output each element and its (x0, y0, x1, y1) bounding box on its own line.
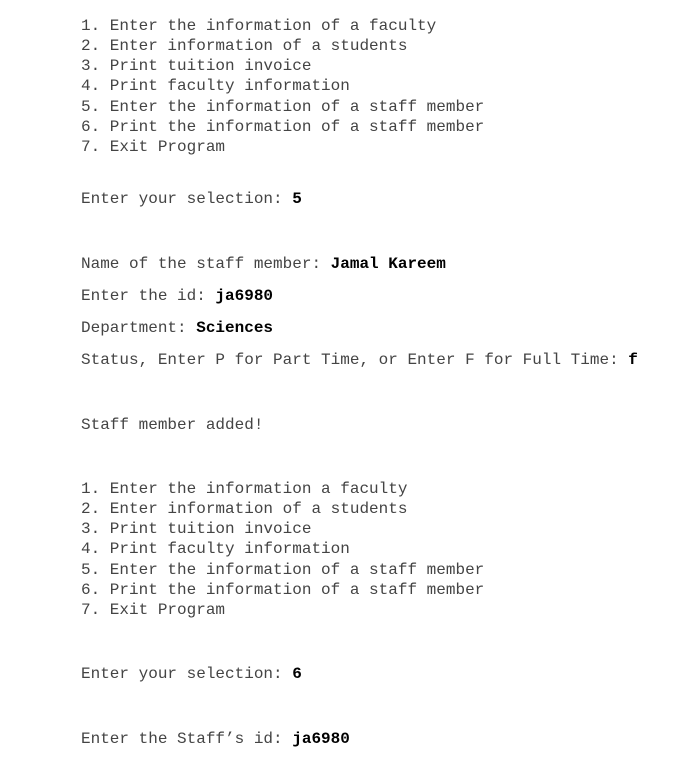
menu-item-3: 3. Print tuition invoice (81, 57, 312, 75)
menu-item-4: 4. Print faculty information (81, 540, 350, 558)
staff-lookup-prompt: Enter the Staff’s id: (81, 730, 293, 748)
menu-item-3: 3. Print tuition invoice (81, 520, 312, 538)
staff-status-line (81, 350, 638, 370)
selection-input-value[interactable]: 5 (292, 190, 302, 208)
staff-department-input[interactable]: Sciences (196, 319, 274, 337)
staff-department-prompt: Department: (81, 319, 197, 337)
menu-item-6: 6. Print the information of a staff member (81, 118, 485, 136)
staff-status-input[interactable]: f (628, 351, 638, 369)
selection-prompt: Enter your selection: (81, 190, 293, 208)
staff-id-line (81, 286, 273, 306)
staff-name-prompt: Name of the staff member: (81, 255, 331, 273)
staff-lookup-line (81, 729, 350, 749)
selection-line-second (81, 664, 302, 684)
staff-id-prompt: Enter the id: (81, 287, 216, 305)
menu-item-4: 4. Print faculty information (81, 77, 350, 95)
staff-lookup-input[interactable]: ja6980 (292, 730, 350, 748)
menu-item-5: 5. Enter the information of a staff member (81, 561, 485, 579)
staff-department-line (81, 318, 273, 338)
selection-prompt: Enter your selection: (81, 665, 293, 683)
menu-item-7: 7. Exit Program (81, 138, 226, 156)
staff-added-message: Staff member added! (81, 416, 264, 434)
menu-item-6: 6. Print the information of a staff member (81, 581, 485, 599)
staff-name-input[interactable]: Jamal Kareem (330, 255, 446, 273)
staff-id-input[interactable]: ja6980 (215, 287, 274, 305)
selection-input-value[interactable]: 6 (292, 665, 302, 683)
menu-item-5: 5. Enter the information of a staff member (81, 98, 485, 116)
staff-name-line (81, 254, 446, 274)
menu-item-2: 2. Enter information of a students (81, 37, 408, 55)
menu-item-7: 7. Exit Program (81, 601, 226, 619)
menu-item-1: 1. Enter the information of a faculty (81, 17, 437, 35)
menu-item-1: 1. Enter the information a faculty (81, 480, 408, 498)
selection-line-first (81, 189, 302, 209)
menu-item-2: 2. Enter information of a students (81, 500, 408, 518)
staff-status-prompt: Status, Enter P for Part Time, or Enter F for Full Time: (81, 351, 629, 369)
